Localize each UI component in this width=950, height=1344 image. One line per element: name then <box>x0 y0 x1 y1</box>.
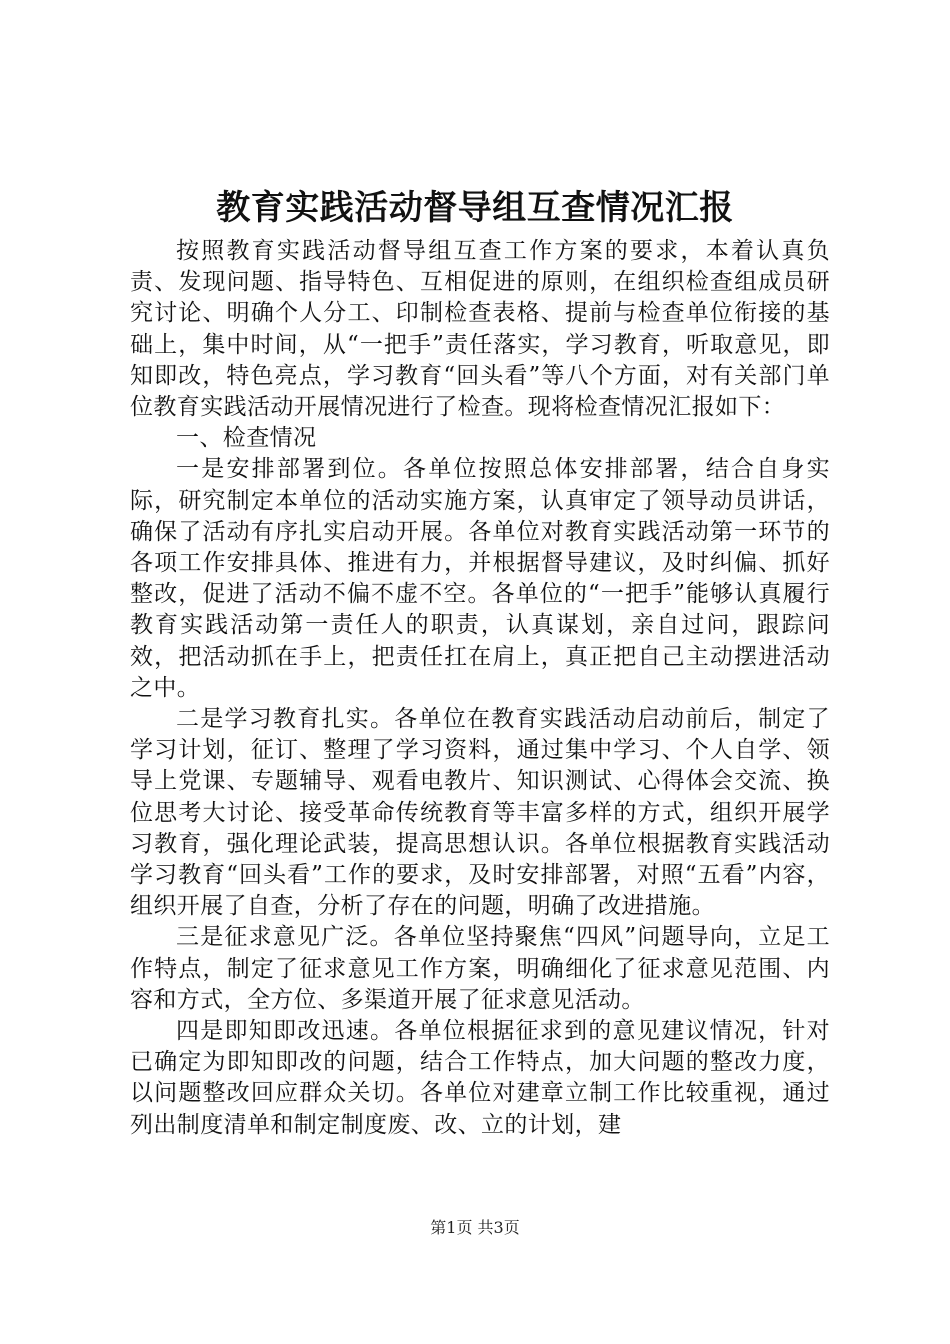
page-number-footer: 第1页 共3页 <box>430 1218 520 1237</box>
document-title: 教育实践活动督导组互查情况汇报 <box>216 188 734 228</box>
paragraph-rectification: 四是即知即改迅速。各单位根据征求到的意见建议情况，针对已确定为即知即改的问题，结合工作特点，加大问题的整改力度，以问题整改回应群众关切。各单位对建章立制工作比较重视，通过列出制度清单和制定制度废、改、立的计划，建 <box>130 1018 830 1138</box>
intro-paragraph: 按照教育实践活动督导组互查工作方案的要求，本着认真负责、发现问题、指导特色、互相促进的原则，在组织检查组成员研究讨论、明确个人分工、印制检查表格、提前与检查单位衔接的基础上，集中时间，从“一把手”责任落实，学习教育，听取意见，即知即改，特色亮点，学习教育“回头看”等八个方面，对有关部门单位教育实践活动开展情况进行了检查。现将检查情况汇报如下： <box>130 238 830 421</box>
paragraph-soliciting-opinions: 三是征求意见广泛。各单位坚持聚焦“四风”问题导向，立足工作特点，制定了征求意见工作方案，明确细化了征求意见范围、内容和方式，全方位、多渠道开展了征求意见活动。 <box>130 924 830 1013</box>
paragraph-deployment: 一是安排部署到位。各单位按照总体安排部署，结合自身实际，研究制定本单位的活动实施方案，认真审定了领导动员讲话，确保了活动有序扎实启动开展。各单位对教育实践活动第一环节的各项工作安排具体、推进有力，并根据督导建议，及时纠偏、抓好整改，促进了活动不偏不虚不空。各单位的“一把手”能够认真履行教育实践活动第一责任人的职责，认真谋划，亲自过问，跟踪问效，把活动抓在手上，把责任扛在肩上，真正把自己主动摆进活动之中。 <box>130 456 830 701</box>
document-body <box>130 236 830 1141</box>
paragraph-study-education: 二是学习教育扎实。各单位在教育实践活动启动前后，制定了学习计划，征订、整理了学习资料，通过集中学习、个人自学、领导上党课、专题辅导、观看电教片、知识测试、心得体会交流、换位思考大讨论、接受革命传统教育等丰富多样的方式，组织开展学习教育，强化理论武装，提高思想认识。各单位根据教育实践活动学习教育“回头看”工作的要求，及时安排部署，对照“五看”内容，组织开展了自查，分析了存在的问题，明确了改进措施。 <box>130 706 830 920</box>
section-heading-inspection: 一、检查情况 <box>176 425 317 452</box>
